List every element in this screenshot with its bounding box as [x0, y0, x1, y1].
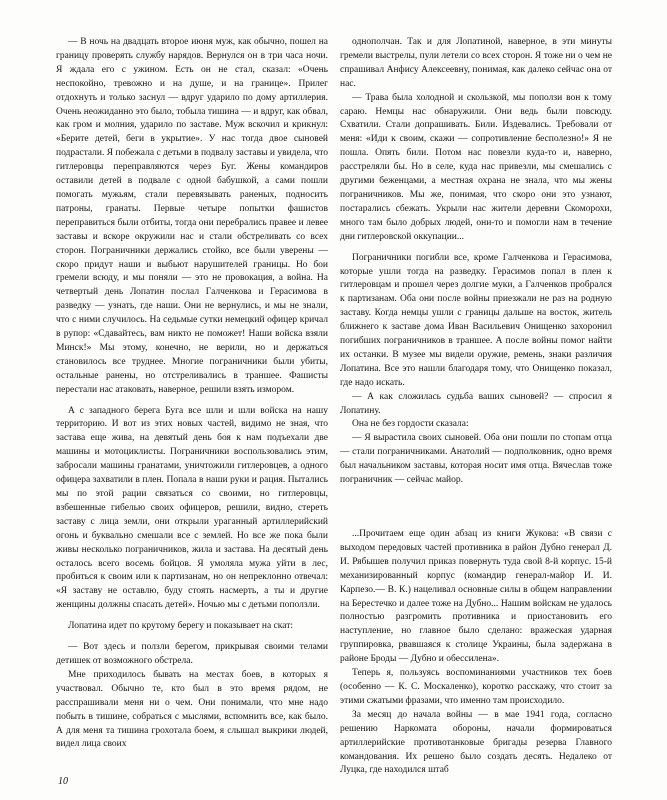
paragraph: — Вот здесь и ползли берегом, прикрывая своими телами детишек от возможного обстрела.	[56, 642, 328, 666]
paragraph: — Трава была холодной и скользкой, мы поползи вон к тому сараю. Немцы нас обнаружили. Они ведь были повсюду. Схватили. Стали допрашивать. Били. Издевались. Требовали от меня: «Иди к своим, скажи — сопротивление бесполезно!» Я не пошла. Опять били. Потом нас повезли куда-то и, наверно, расстреляли бы. Но в селе, куда нас привезли, мы смешались с другими беженцами, а местная охрана не знала, что мы жены пограничников. Мы же, понимая, что скоро они это узнают, постарались сбежать. Укрыли нас жители деревни Скоморохи, много там было добрых людей, они-то и помогли нам в течение дни гитлеровской оккупации...	[340, 92, 612, 242]
paragraph: Лопатина идет по крутому берегу и показывает на скат:	[68, 621, 293, 632]
paragraph: Она не без гордости сказала:	[352, 419, 469, 430]
left-column	[56, 36, 328, 752]
paragraph: — А как сложилась судьба ваших сыновей? — спросил я Лопатину.	[340, 391, 612, 416]
paragraph: — В ночь на двадцать второе июня муж, как обычно, пошел на границу проверять службу нарядов. Вернулся он в три часа ночи. Я ждала его с ужином. Есть он не стал, сказал: «Очень неспокойно, тревожно и на душе, и на границе». Прилег отдохнуть и только заснул — вдруг ударило по дому артиллерия. Очень неожиданно это было, тобыла тишина — и вдруг, как обвал, как гром и молния, ударило по заставе. Муж вскочил и крикнул: «Берите детей, беги в укрытие». У нас тогда двое сыновей подрастали. Я побежала с детьми в подвалу заставы и увидела, что гитлеровцы переправляются через Буг. Жены командиров оставили детей в подвале с одной бабушкой, а сами пошли помогать мужьям, стали перевязывать раненых, подносить патроны, гранаты. Первые четыре попытки фашистов переправиться были отбиты, тогда они перебрались правее и левее заставы и вскоре окружили нас и стали обстреливать со всех сторон. Пограничники держались стойко, все были уверены — скоро придут наши и выбьют нарушителей границы. Но бои гремели всюду, и мы поняли — это не провокация, а война. На четвертый день Лопатин послал Галченкова и Герасимова в разведку — узнать, где наши. Они не вернулись, и мы не знали, что с ними случилось. На седьмые сутки немецкий офицер кричал в рупор: «Сдавайтесь, вам никто не поможет! Наши войска взяли Минск!» Мы этому, конечно, не верили, но и держаться становилось все труднее. Многие пограничники были убиты, остальные ранены, но отстреливались в траншее. Фашисты перестали нас атаковать, наверное, решили взять измором.	[56, 37, 328, 395]
paragraph: однополчан. Так и для Лопатиной, наверное, в эти минуты гремели выстрелы, пули летели со всех сторон. Я тоже ни о чем не спрашивал Анфису Алексеевну, понимая, как далеко сейчас она от нас.	[340, 37, 612, 89]
paragraph: — Я вырастила своих сыновей. Оба они пошли по стопам отца — стали пограничниками. Анатолий — подполковник, одно время был начальником заставы, которая носит имя отца. Вячеслав тоже пограничник — сейчас майор.	[340, 433, 612, 486]
paragraph: Пограничники погибли все, кроме Галченкова и Герасимова, которые ушли тогда на разведку. Герасимов попал в плен к гитлеровцам и прошел через долгие муки, а Галченков пробрался к партизанам. Оба они после войны приезжали не раз на родную заставу. Когда немцы ушли с границы дальше на восток, житель ближнего к заставе дома Иван Васильевич Онищенко захоронил погибших пограничников в траншее. А после войны помог найти их останки. В музее мы видели оружие, ремень, знаки различия Лопатина. Все это нашли благодаря тому, что Онищенко показал, где надо искать.	[340, 252, 612, 388]
paragraph: За месяц до начала войны — в мае 1941 года, согласно решению Наркомата обороны, начали формироваться артиллерийские противотанковые бригады резерва Главного командования. Их решено было создать десять. Недалеко от Луцка, где находился штаб	[340, 709, 612, 776]
paragraph: Мне приходилось бывать на местах боев, в которых я участвовал. Обычно те, кто был в это время рядом, не расспрашивали меня ни о чем. Они понимали, что мне надо побыть в тишине, собраться с мыслями, вспомнить все, как было. А для меня та тишина грохотала боем, я слышал выкрики людей, видел лица своих	[56, 669, 328, 750]
paragraph: А с западного берега Буга все шли и шли войска на нашу территорию. И вот из этих новых частей, видимо не зная, что застава еще жива, на девятый день боя к нам подъехали две машины и мотоциклисты. Пограничники воспользовались этим, забросали машины гранатами, уничтожили гитлеровцев, а одного офицера захватили в плен. Попала в наши руки и рация. Пытались мы по этой рации связаться со своими, но гитлеровцы, взбешенные гибелью своих офицеров, решили, видно, стереть заставу с лица земли, они открыли ураганный артиллерийский огонь и буквально смешали все с землей. Но все же пока были живы несколько пограничников, жила и застава. На десятый день осталось всего восемь бойцов. Я умоляла мужа уйти в лес, пробиться к своим или к партизанам, но он непреклонно отвечал: «Я заставу не оставлю, буду стоять насмерть, а ты и другие женщины должны спасать детей». Ночью мы с детьми поползли.	[56, 405, 328, 611]
paragraph: Теперь я, пользуясь воспоминаниями участников тех боев (особенно — К. С. Москаленко), коротко расскажу, что стоит за этими сжатыми фразами, что именно там происходило.	[340, 668, 612, 706]
paragraph: ...Прочитаем еще один абзац из книги Жукова: «В связи с выходом передовых частей противника в район Дубно генерал Д. И. Рябышев получил приказ повернуть туда свой 8-й корпус. 15-й механизированный корпус (командир генерал-майор И. И. Карпезо.— В. К.) нацеливал основные силы в общем направлении на Берестечко и далее тоже на Дубно... Нашим войскам не удалось полностью разгромить противника и приостановить его наступление, но главное было сделано: вражеская ударная группировка, рвавшаяся к столице Украины, была задержана в районе Броды — Дубно и обессилена».	[340, 529, 612, 665]
right-column	[340, 36, 612, 778]
page-number: 10	[58, 776, 68, 787]
